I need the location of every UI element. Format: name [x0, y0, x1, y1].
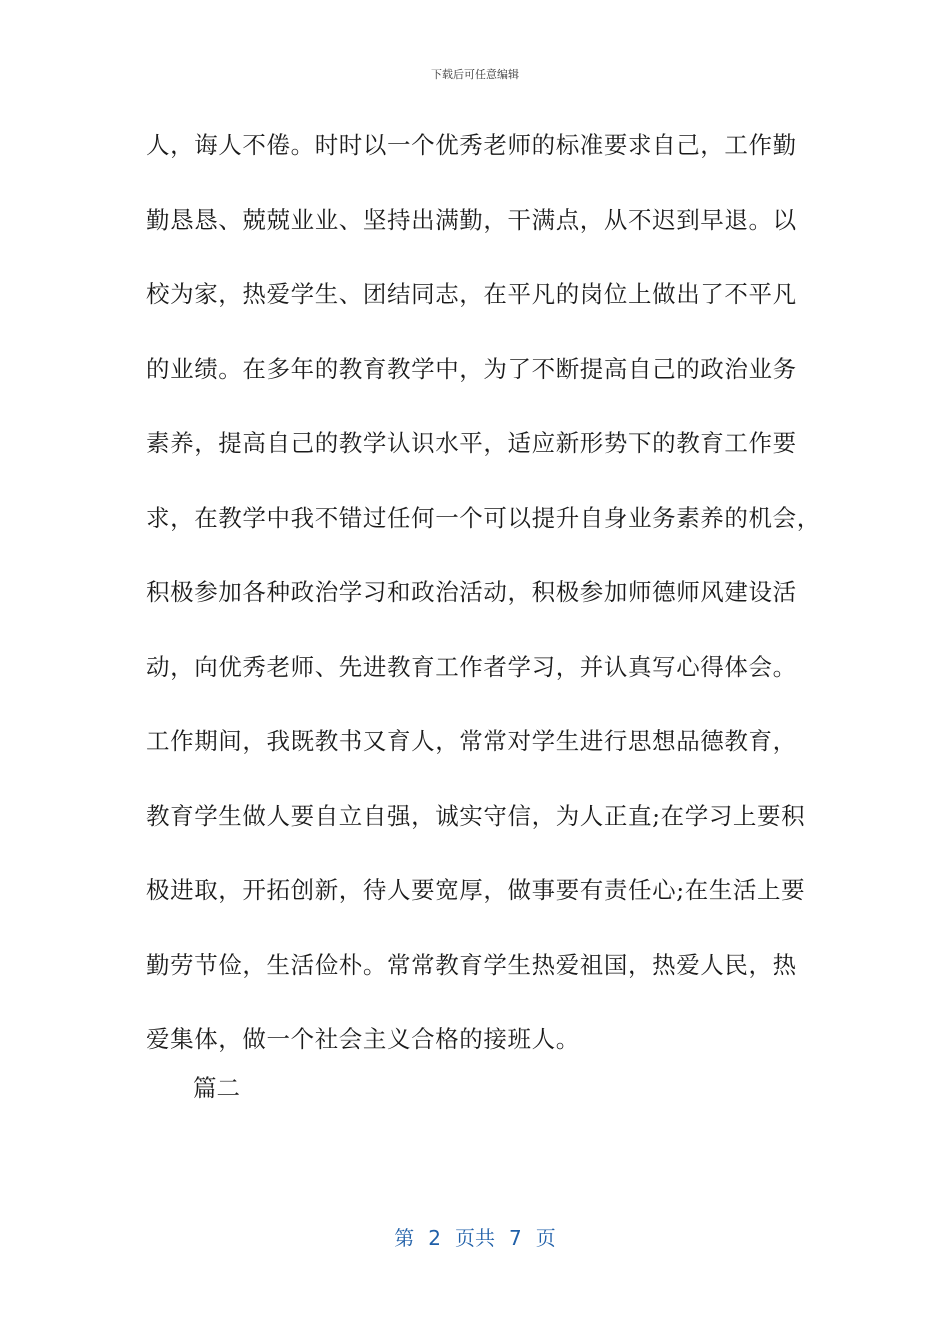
footer-middle: 页共 — [455, 1226, 495, 1250]
page-header: 下载后可任意编辑 — [431, 68, 519, 81]
footer-prefix: 第 — [394, 1226, 415, 1250]
text-line: 爱集体，做一个社会主义合格的接班人。 — [146, 1025, 580, 1053]
text-line: 勤恳恳、兢兢业业、坚持出满勤，干满点，从不迟到早退。以 — [146, 205, 797, 234]
text-line: 工作期间，我既教书又育人，常常对学生进行思想品德教育， — [146, 727, 797, 755]
page-number-footer — [0, 1223, 950, 1253]
text-line: 素养，提高自己的教学认识水平，适应新形势下的教育工作要 — [146, 429, 797, 457]
text-line: 求，在教学中我不错过任何一个可以提升自身业务素养的机会， — [146, 503, 821, 532]
text-line: 极进取，开拓创新，待人要宽厚，做事要有责任心;在生活上要 — [146, 876, 806, 904]
footer-current-page: 2 — [428, 1226, 441, 1250]
footer-total-pages: 7 — [509, 1226, 522, 1250]
text-line: 人，诲人不倦。时时以一个优秀老师的标准要求自己，工作勤 — [146, 131, 797, 159]
section-heading: 篇二 — [193, 1074, 240, 1102]
text-line: 的业绩。在多年的教育教学中，为了不断提高自己的政治业务 — [146, 354, 797, 383]
text-line: 动，向优秀老师、先进教育工作者学习，并认真写心得体会。 — [146, 652, 797, 681]
text-line: 教育学生做人要自立自强，诚实守信，为人正直;在学习上要积 — [146, 801, 806, 830]
text-line: 校为家，热爱学生、团结同志，在平凡的岗位上做出了不平凡 — [146, 280, 797, 308]
text-line: 勤劳节俭，生活俭朴。常常教育学生热爱祖国，热爱人民，热 — [146, 950, 797, 979]
body-text — [146, 112, 821, 1081]
footer-suffix: 页 — [535, 1226, 556, 1250]
text-line: 积极参加各种政治学习和政治活动，积极参加师德师风建设活 — [146, 578, 797, 606]
